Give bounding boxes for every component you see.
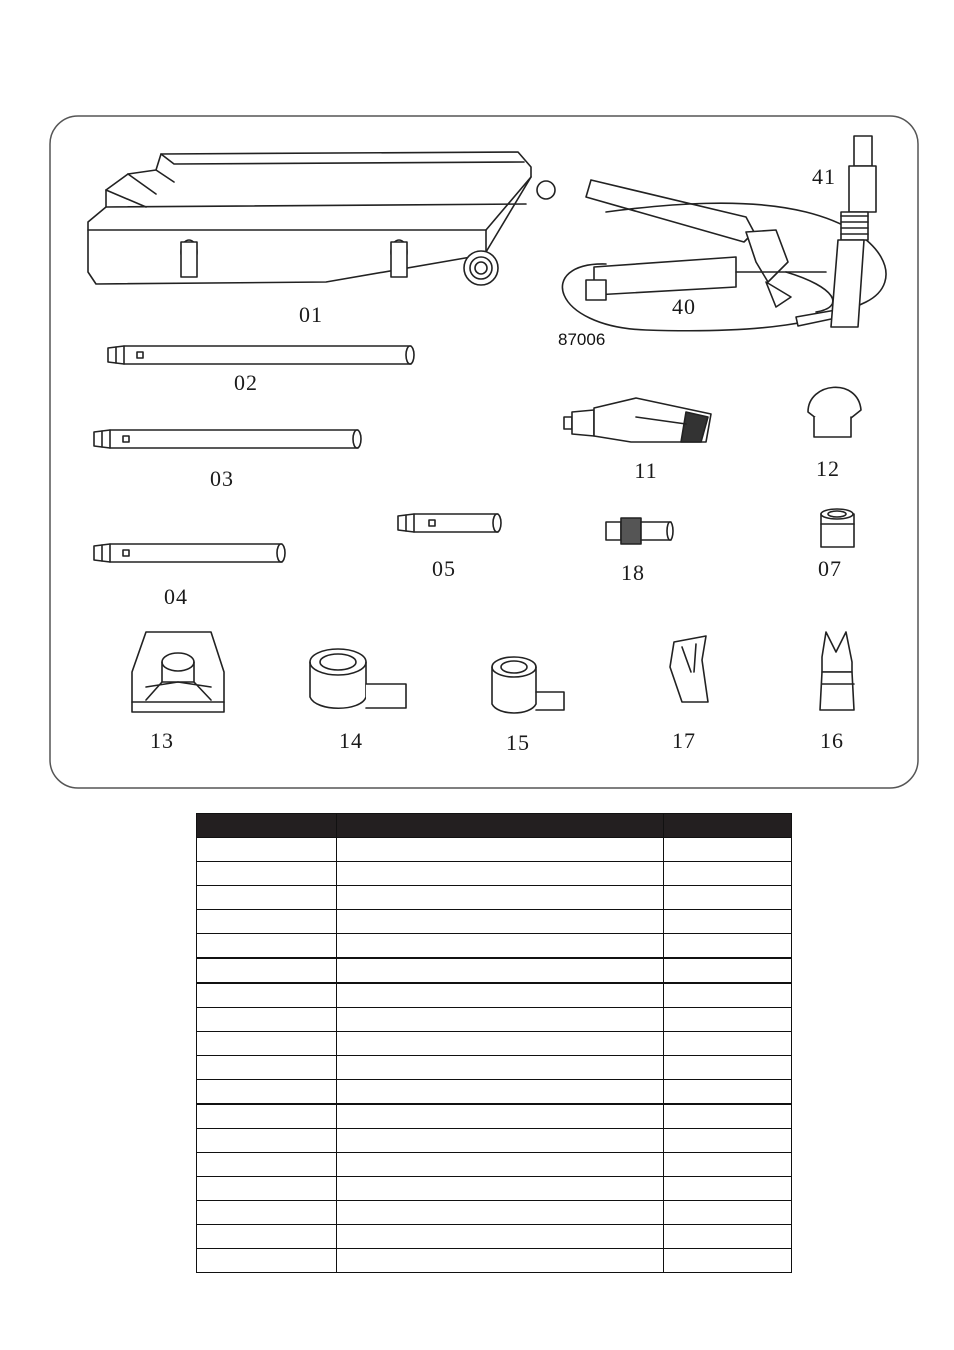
table-cell [664,838,792,862]
table-cell [337,910,664,934]
part-13-base [132,632,224,712]
table-cell [664,958,792,983]
table-cell [664,886,792,910]
table-row [197,1177,792,1201]
header-cell [664,814,792,838]
table-row [197,862,792,886]
table-cell [337,1153,664,1177]
table-row [197,1032,792,1056]
table-row [197,1104,792,1129]
part-label-05: 05 [432,556,456,581]
part-01-case [88,152,555,285]
table-cell [337,1201,664,1225]
table-cell [337,886,664,910]
table-row [197,1201,792,1225]
table-row [197,1249,792,1273]
table-row [197,886,792,910]
table-row [197,910,792,934]
table-cell [664,862,792,886]
table-row [197,1056,792,1080]
table-row [197,958,792,983]
table-cell [197,1056,337,1080]
table-header-row [197,814,792,838]
part-label-14: 14 [339,728,363,753]
part-label-40: 40 [672,294,696,319]
part-label-03: 03 [210,466,234,491]
table-cell [664,1080,792,1105]
table-row [197,1129,792,1153]
table-cell [197,1201,337,1225]
table-cell [197,934,337,959]
table-cell [664,1201,792,1225]
part-18-connector [606,518,673,544]
table-cell [664,1032,792,1056]
header-cell [337,814,664,838]
part-label-15: 15 [506,730,530,755]
table-cell [664,1225,792,1249]
part-label-01: 01 [299,302,323,327]
part-04-tube [94,544,285,562]
part-03-tube [94,430,361,448]
parts-diagram [46,112,922,792]
part-07-coupler [821,509,854,547]
part-label-02: 02 [234,370,258,395]
table-cell [197,862,337,886]
table-cell [197,838,337,862]
part-label-11: 11 [634,458,658,483]
table-row [197,1008,792,1032]
part-05-tube [398,514,501,532]
table-row [197,1225,792,1249]
table-cell [337,862,664,886]
table-cell [197,1177,337,1201]
part-15-flat-base-small [492,657,564,713]
table-cell [197,910,337,934]
part-label-12: 12 [816,456,840,481]
table-body [197,838,792,1273]
part-label-04: 04 [164,584,188,609]
parts-illustration [46,112,922,792]
part-label-41: 41 [812,164,836,189]
part-02-tube [108,346,414,364]
part-label-13: 13 [150,728,174,753]
part-label-16: 16 [820,728,844,753]
table-cell [337,1056,664,1080]
part-label-17: 17 [672,728,696,753]
table-row [197,1153,792,1177]
table-cell [197,1032,337,1056]
table-cell [197,1225,337,1249]
table-cell [664,983,792,1008]
table-cell [664,1153,792,1177]
table-cell [197,1153,337,1177]
table-cell [337,1080,664,1105]
table-cell [337,1104,664,1129]
table-cell [197,886,337,910]
table-cell [664,1249,792,1273]
table-cell [337,1008,664,1032]
table-row [197,934,792,959]
table-cell [197,1104,337,1129]
table-cell [337,1032,664,1056]
table-row [197,1080,792,1105]
header-cell [197,814,337,838]
table-cell [337,983,664,1008]
table-cell [197,1249,337,1273]
table-cell [664,1129,792,1153]
table-cell [664,1177,792,1201]
part-16-v-head [820,632,854,710]
table-cell [337,1129,664,1153]
table-cell [664,1056,792,1080]
table-cell [197,983,337,1008]
part-label-07: 07 [818,556,842,581]
parts-table [196,813,792,1273]
part-41-ram [831,136,876,327]
model-number: 87006 [558,330,606,349]
table-cell [337,1249,664,1273]
part-17-wedge-head [670,636,708,702]
table-cell [197,1129,337,1153]
table-cell [664,910,792,934]
table-cell [337,1177,664,1201]
table-cell [664,1104,792,1129]
part-label-18: 18 [621,560,645,585]
table-cell [664,934,792,959]
table-cell [337,958,664,983]
table-row [197,983,792,1008]
part-11-spreader [564,398,711,442]
table-cell [197,958,337,983]
table-cell [197,1008,337,1032]
table-cell [337,934,664,959]
part-12-rubber-head [808,387,861,437]
part-14-flat-base [310,649,406,708]
table-cell [664,1008,792,1032]
table-cell [337,838,664,862]
table-row [197,838,792,862]
table-cell [197,1080,337,1105]
table-cell [337,1225,664,1249]
